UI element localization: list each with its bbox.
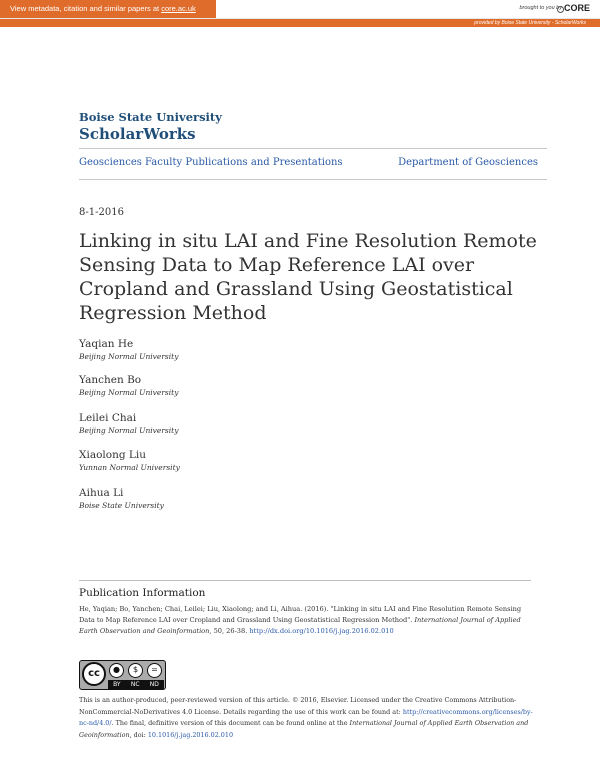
cc-nc-label: NC (130, 681, 140, 688)
author-affiliation: Boise State University (79, 501, 164, 510)
author-name[interactable]: Xiaolong Liu (79, 449, 147, 461)
author-entry (79, 374, 178, 397)
scholarworks-logo[interactable] (79, 110, 222, 143)
cc-by-label: BY (113, 681, 121, 688)
metadata-link-bar[interactable] (0, 0, 216, 18)
core-logo-icon (557, 6, 564, 13)
publication-heading: Publication Information (79, 587, 206, 599)
noderivatives-icon: = (147, 663, 162, 678)
author-affiliation: Beijing Normal University (79, 352, 179, 361)
author-entry (79, 449, 180, 472)
publication-divider (79, 580, 531, 581)
collection-link[interactable]: Geosciences Faculty Publications and Presentations (79, 157, 343, 168)
cc-icon: cc (82, 662, 106, 686)
author-entry (79, 338, 178, 361)
author-affiliation: Beijing Normal University (79, 388, 179, 397)
core-logo-text[interactable]: CORE (563, 3, 590, 13)
citation-text (79, 604, 534, 637)
license-journal: International Journal of Applied Earth Observation and Geoinformation (79, 719, 529, 739)
publication-date: 8-1-2016 (79, 207, 124, 218)
license-doi-link[interactable]: 10.1016/j.jag.2016.02.010 (147, 730, 234, 739)
attribution-icon: ● (109, 663, 124, 678)
core-banner (0, 0, 600, 19)
license-text-3: , doi: (129, 730, 148, 739)
author-name[interactable]: Yanchen Bo (79, 374, 142, 386)
author-name[interactable]: Leilei Chai (79, 412, 137, 424)
citation-journal: International Journal of Applied Earth Observation and Geoinformation (79, 616, 521, 635)
brought-by-text: brought to you by (519, 5, 562, 11)
core-ac-uk-link[interactable]: core.ac.uk (161, 4, 196, 13)
license-link[interactable]: http://creativecommons.org/licenses/by-nc-nd/4.0/ (79, 707, 533, 727)
metadata-text: View metadata, citation and similar papers at (10, 4, 160, 13)
author-entry (79, 487, 164, 510)
citation-main: He, Yaqian; Bo, Yanchen; Chai, Leilei; Liu, Xiaolong; and Li, Aihua. (2016). "Linking in situ LAI and Fine Resolution Remote Sensing Data to Map Reference LAI over Cropland and Grassland Using Geostatistical Regression Method". (79, 605, 522, 624)
department-link[interactable]: Department of Geosciences (398, 157, 538, 168)
cc-labels (108, 680, 164, 689)
paper-title: Linking in situ LAI and Fine Resolution Remote Sensing Data to Map Reference LAI over Cropland and Grassland Using Geostatistical Regression Method (79, 230, 537, 324)
author-affiliation: Beijing Normal University (79, 426, 179, 435)
license-text-2: . The final, definitive version of this document can be found online at the (111, 719, 350, 727)
license-text-1: This is an author-produced, peer-reviewed version of this article. © 2016, Elsevier. Licensed under the Creative Commons Attribution-NonCommercial-NoDerivatives 4.0 License. Details regarding the use of this work can be found at: (79, 696, 517, 716)
logo-university: Boise State University (79, 110, 222, 124)
license-text (79, 695, 534, 741)
cc-nd-label: ND (149, 681, 159, 688)
divider-top (79, 148, 547, 149)
citation-tail: , 50, 26-38. (209, 627, 250, 635)
creative-commons-badge[interactable] (79, 660, 166, 690)
author-name[interactable]: Yaqian He (79, 338, 134, 350)
logo-scholarworks: ScholarWorks (79, 125, 196, 143)
provided-by-bar (0, 19, 600, 27)
author-affiliation: Yunnan Normal University (79, 463, 180, 472)
noncommercial-icon: $ (128, 663, 143, 678)
author-name[interactable]: Aihua Li (79, 487, 124, 499)
author-entry (79, 412, 178, 435)
provided-by-text[interactable]: provided by Boise State University - ScholarWorks (474, 20, 586, 26)
divider-bottom (79, 179, 547, 180)
citation-doi-link[interactable]: http://dx.doi.org/10.1016/j.jag.2016.02.010 (249, 627, 394, 635)
